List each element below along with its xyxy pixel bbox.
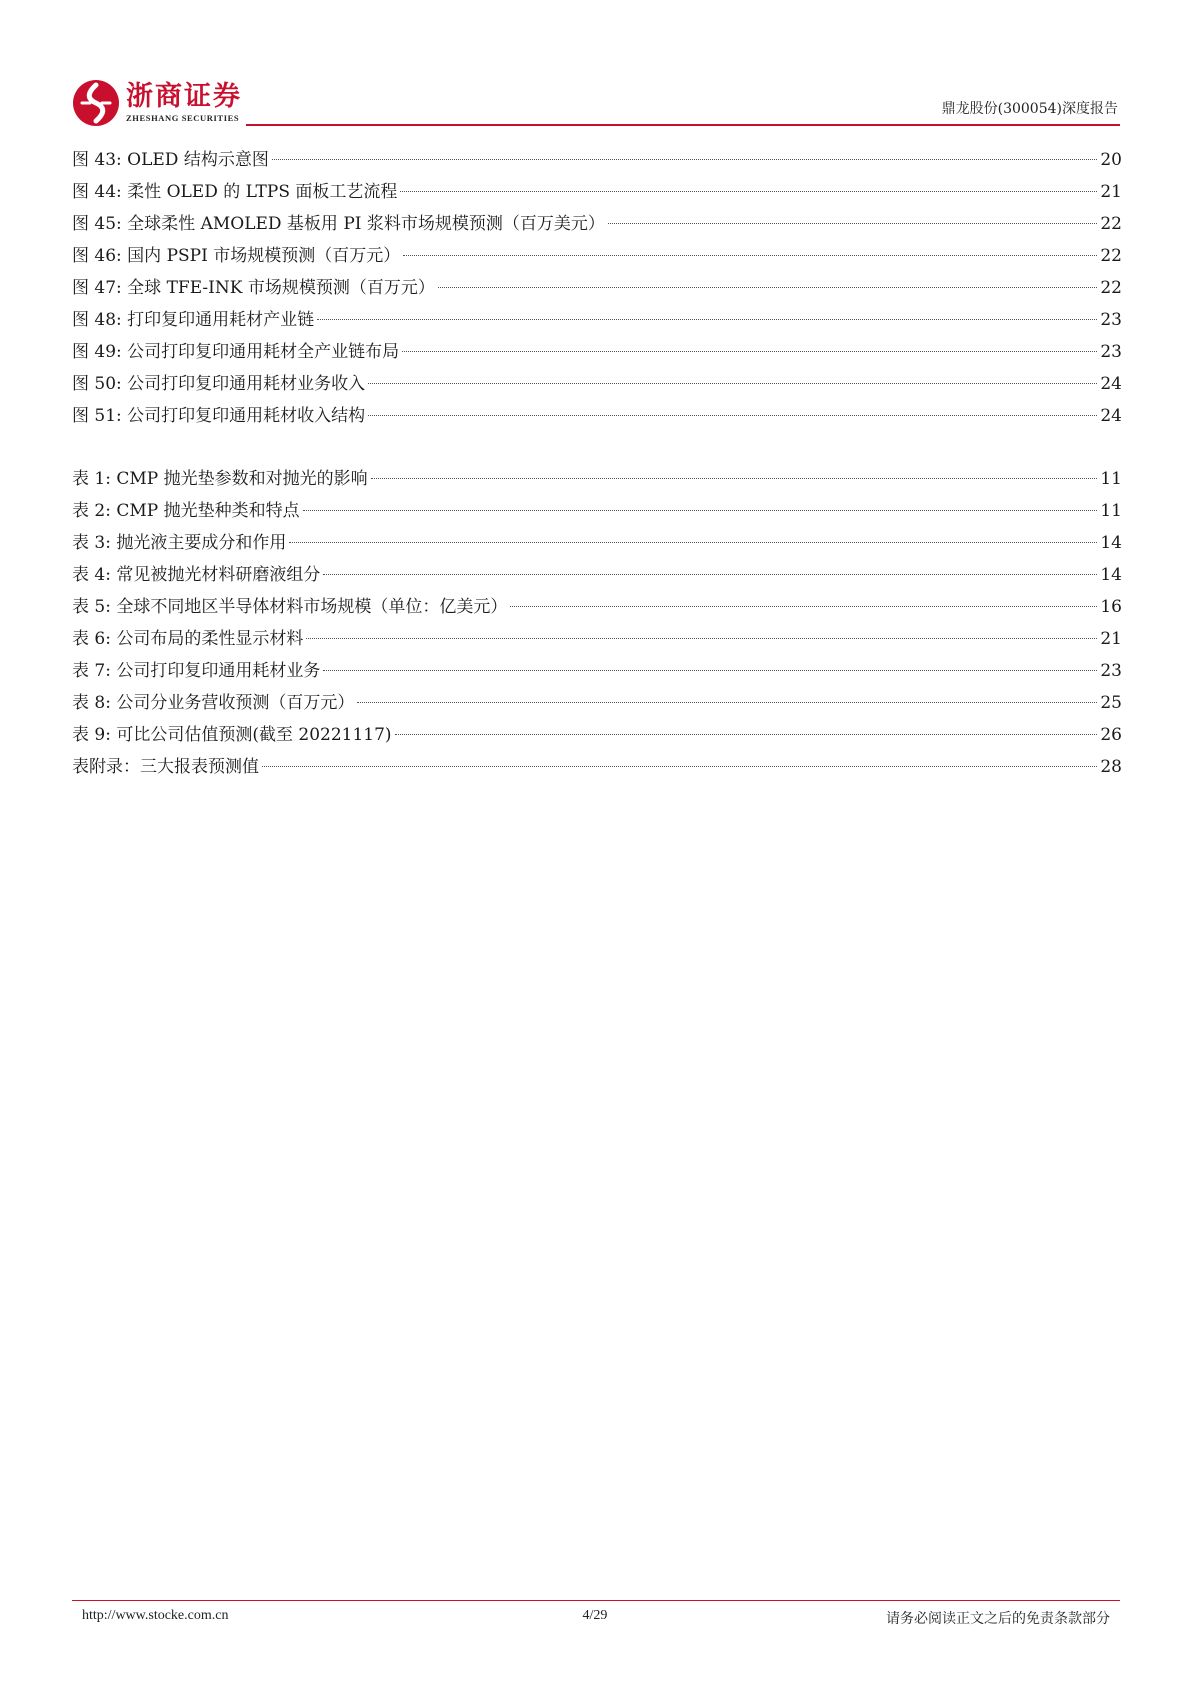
- toc-entry-title: 图 45: 全球柔性 AMOLED 基板用 PI 浆料市场规模预测（百万美元）: [72, 214, 605, 234]
- figure-toc-entry[interactable]: [72, 336, 1122, 368]
- toc-entry-page: 23: [1100, 310, 1122, 330]
- toc-entry-title: 表 9: 可比公司估值预测(截至 20221117): [72, 725, 392, 745]
- table-toc-entry[interactable]: [72, 751, 1122, 783]
- dot-leader: [608, 223, 1097, 224]
- toc-entry-title: 表 6: 公司布局的柔性显示材料: [72, 629, 304, 649]
- table-toc-entry[interactable]: [72, 495, 1122, 527]
- table-toc-entry[interactable]: [72, 623, 1122, 655]
- toc-entry-title: 表 1: CMP 抛光垫参数和对抛光的影响: [72, 469, 368, 489]
- toc-entry-title: 表 2: CMP 抛光垫种类和特点: [72, 501, 300, 521]
- table-list: [72, 463, 1122, 783]
- footer-url[interactable]: http://www.stocke.com.cn: [82, 1608, 229, 1623]
- zheshang-logo-icon: [72, 79, 120, 127]
- table-toc-entry[interactable]: [72, 591, 1122, 623]
- toc-entry-page: 24: [1100, 374, 1122, 394]
- toc-entry-title: 图 49: 公司打印复印通用耗材全产业链布局: [72, 342, 400, 362]
- figure-toc-entry[interactable]: [72, 176, 1122, 208]
- toc-entry-page: 16: [1100, 597, 1122, 617]
- dot-leader: [272, 159, 1098, 160]
- dot-leader: [510, 606, 1097, 607]
- logo-chinese-name: 浙商证券: [126, 81, 242, 112]
- toc-entry-title: 表附录：三大报表预测值: [72, 757, 259, 777]
- table-toc-entry[interactable]: [72, 559, 1122, 591]
- dot-leader: [317, 319, 1097, 320]
- toc-entry-page: 28: [1100, 757, 1122, 777]
- toc-entry-title: 表 5: 全球不同地区半导体材料市场规模（单位：亿美元）: [72, 597, 508, 617]
- figure-toc-entry[interactable]: [72, 304, 1122, 336]
- report-title: 鼎龙股份(300054)深度报告: [941, 101, 1118, 117]
- footer-divider: [72, 1600, 1120, 1601]
- toc-entry-page: 25: [1100, 693, 1122, 713]
- dot-leader: [402, 351, 1097, 352]
- toc-entry-title: 图 48: 打印复印通用耗材产业链: [72, 310, 315, 330]
- toc-entry-page: 22: [1100, 246, 1122, 266]
- dot-leader: [262, 766, 1097, 767]
- dot-leader: [303, 510, 1098, 511]
- dot-leader: [323, 670, 1097, 671]
- toc-entry-page: 22: [1100, 278, 1122, 298]
- toc-entry-title: 图 46: 国内 PSPI 市场规模预测（百万元）: [72, 246, 401, 266]
- toc-entry-title: 图 51: 公司打印复印通用耗材收入结构: [72, 406, 366, 426]
- figure-toc-entry[interactable]: [72, 368, 1122, 400]
- toc-entry-title: 表 8: 公司分业务营收预测（百万元）: [72, 693, 355, 713]
- table-toc-entry[interactable]: [72, 655, 1122, 687]
- figure-toc-entry[interactable]: [72, 208, 1122, 240]
- disclaimer-note: 请务必阅读正文之后的免责条款部分: [886, 1611, 1110, 1627]
- toc-entry-title: 图 43: OLED 结构示意图: [72, 150, 269, 170]
- table-toc-entry[interactable]: [72, 527, 1122, 559]
- logo-english-name: ZHESHANG SECURITIES: [126, 113, 240, 123]
- toc-entry-title: 图 44: 柔性 OLED 的 LTPS 面板工艺流程: [72, 182, 398, 202]
- toc-entry-page: 11: [1100, 469, 1122, 489]
- figure-list: [72, 144, 1122, 432]
- table-toc-entry[interactable]: [72, 463, 1122, 495]
- dot-leader: [368, 415, 1097, 416]
- figure-toc-entry[interactable]: [72, 144, 1122, 176]
- toc-entry-title: 图 47: 全球 TFE-INK 市场规模预测（百万元）: [72, 278, 435, 298]
- toc-entry-page: 23: [1100, 342, 1122, 362]
- toc-entry-page: 24: [1100, 406, 1122, 426]
- dot-leader: [368, 383, 1097, 384]
- toc-entry-page: 23: [1100, 661, 1122, 681]
- toc-entry-page: 14: [1100, 565, 1122, 585]
- toc-entry-page: 26: [1100, 725, 1122, 745]
- toc-entry-title: 表 4: 常见被抛光材料研磨液组分: [72, 565, 321, 585]
- toc-entry-title: 表 7: 公司打印复印通用耗材业务: [72, 661, 321, 681]
- dot-leader: [323, 574, 1097, 575]
- table-toc-entry[interactable]: [72, 687, 1122, 719]
- toc-entry-page: 11: [1100, 501, 1122, 521]
- dot-leader: [357, 702, 1097, 703]
- toc-entry-page: 21: [1100, 182, 1122, 202]
- table-toc-entry[interactable]: [72, 719, 1122, 751]
- dot-leader: [306, 638, 1097, 639]
- dot-leader: [371, 478, 1098, 479]
- figure-toc-entry[interactable]: [72, 272, 1122, 304]
- toc-entry-page: 22: [1100, 214, 1122, 234]
- company-logo: [72, 78, 242, 128]
- header-divider: [246, 124, 1120, 126]
- toc-entry-title: 表 3: 抛光液主要成分和作用: [72, 533, 287, 553]
- dot-leader: [289, 542, 1097, 543]
- figure-toc-entry[interactable]: [72, 240, 1122, 272]
- dot-leader: [395, 734, 1098, 735]
- dot-leader: [400, 191, 1097, 192]
- figure-toc-entry[interactable]: [72, 400, 1122, 432]
- toc-entry-title: 图 50: 公司打印复印通用耗材业务收入: [72, 374, 366, 394]
- dot-leader: [438, 287, 1097, 288]
- page-number: 4/29: [582, 1608, 608, 1623]
- toc-entry-page: 14: [1100, 533, 1122, 553]
- toc-entry-page: 21: [1100, 629, 1122, 649]
- toc-entry-page: 20: [1100, 150, 1122, 170]
- dot-leader: [403, 255, 1097, 256]
